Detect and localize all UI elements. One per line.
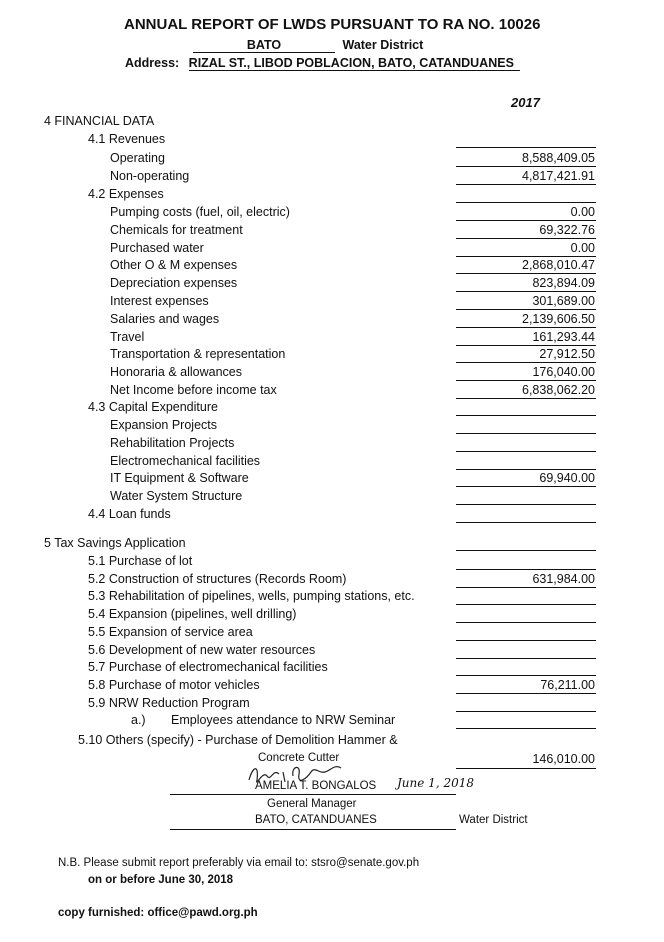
capex-row-label: Water System Structure: [110, 489, 243, 504]
expenses-label: 4.2 Expenses: [88, 187, 164, 201]
expense-row-label: Salaries and wages: [110, 311, 220, 326]
revenue-row-value: 4,817,421.91: [522, 168, 595, 183]
tax-row-line: [456, 658, 596, 659]
capex-row-line: [456, 486, 596, 487]
revenue-row-label: Non-operating: [110, 168, 190, 183]
expense-top-line: [456, 202, 596, 203]
loan-label: 4.4 Loan funds: [88, 507, 171, 521]
expense-row-line: [456, 327, 596, 328]
expense-row-label: Other O & M expenses: [110, 258, 238, 273]
tax-row-value: 76,211.00: [540, 677, 595, 692]
revenue-top-line: [456, 147, 596, 148]
others-value: 146,010.00: [532, 752, 595, 766]
signatory-district-suffix: Water District: [459, 814, 528, 826]
tax-heading-line: [456, 550, 596, 551]
expense-row-line: [456, 345, 596, 346]
tax-row-label: 5.8 Purchase of motor vehicles: [88, 677, 260, 692]
expense-row-value: 2,139,606.50: [522, 311, 595, 326]
capex-row-line: [456, 469, 596, 470]
address-value: RIZAL ST., LIBOD POBLACION, BATO, CATANDUANES: [189, 56, 520, 71]
handwritten-date: June 1, 2018: [397, 776, 474, 790]
capex-row-label: Rehabilitation Projects: [110, 435, 235, 450]
expense-row-value: 0.00: [570, 240, 595, 255]
capex-row-label: Electromechanical facilities: [110, 453, 261, 468]
capex-top-line: [456, 415, 596, 416]
note-line-1: N.B. Please submit report preferably via email to: stsro@senate.gov.ph: [58, 857, 420, 869]
district-name: BATO: [193, 38, 335, 53]
revenues-label: 4.1 Revenues: [88, 132, 166, 146]
tax-row-line: [456, 693, 596, 694]
expense-row-label: Depreciation expenses: [110, 276, 238, 291]
expense-row-label: Honoraria & allowances: [110, 365, 243, 380]
others-continuation: Concrete Cutter: [258, 752, 340, 764]
nrw-sub-marker: a.): [131, 713, 146, 727]
expense-row-line: [456, 309, 596, 310]
loan-value-line: [456, 522, 596, 523]
year-header: 2017: [511, 95, 540, 110]
expense-row-line: [456, 273, 596, 274]
expense-row-value: 0.00: [570, 205, 595, 219]
tax-row-line: [456, 640, 596, 641]
tax-row-label: 5.5 Expansion of service area: [88, 624, 253, 639]
signatory-title: General Manager: [267, 798, 357, 810]
expense-row-value: 823,894.09: [532, 276, 595, 291]
revenue-row-label: Operating: [110, 151, 165, 165]
tax-row-line: [456, 675, 596, 676]
tax-row-label: 5.4 Expansion (pipelines, well drilling): [88, 607, 297, 622]
tax-row-label: 5.6 Development of new water resources: [88, 642, 316, 657]
expense-row-line: [456, 256, 596, 257]
expense-row-label: Transportation & representation: [110, 347, 286, 362]
expense-row-line: [456, 238, 596, 239]
tax-row-line: [456, 587, 596, 588]
capex-row-label: Expansion Projects: [110, 418, 218, 432]
expense-row-label: Purchased water: [110, 240, 204, 255]
expense-row-line: [456, 291, 596, 292]
district-line: [193, 38, 423, 53]
expense-row-label: Travel: [110, 329, 145, 344]
revenue-row-line: [456, 184, 596, 185]
capex-row-line: [456, 433, 596, 434]
district-suffix: Water District: [342, 38, 424, 52]
capex-label: 4.3 Capital Expenditure: [88, 400, 218, 414]
expense-row-value: 161,293.44: [532, 329, 595, 344]
tax-row-value: 631,984.00: [532, 571, 595, 586]
expense-row-line: [456, 220, 596, 221]
expense-row-line: [456, 362, 596, 363]
expense-row-line: [456, 380, 596, 381]
financial-heading: 4 FINANCIAL DATA: [44, 114, 155, 128]
tax-row-label: 5.3 Rehabilitation of pipelines, wells, pumping stations, etc.: [88, 589, 415, 604]
tax-row-label: 5.1 Purchase of lot: [88, 554, 193, 568]
tax-row-label: 5.2 Construction of structures (Records Room): [88, 571, 347, 586]
capex-row-line: [456, 504, 596, 505]
tax-row-line: [456, 711, 596, 712]
tax-row-line: [456, 569, 596, 570]
tax-row-label: 5.9 NRW Reduction Program: [88, 695, 250, 710]
expense-row-value: 6,838,062.20: [522, 383, 595, 397]
expense-row-value: 2,868,010.47: [522, 258, 595, 273]
expense-row-value: 176,040.00: [532, 365, 595, 380]
tax-heading: 5 Tax Savings Application: [44, 536, 186, 550]
capex-row-label: IT Equipment & Software: [110, 471, 249, 486]
copy-furnished: copy furnished: office@pawd.org.ph: [58, 907, 258, 919]
signatory-line: [170, 794, 456, 795]
others-label: 5.10 Others (specify) - Purchase of Demolition Hammer &: [78, 733, 398, 747]
signatory-district-line: [170, 829, 456, 830]
others-line: [456, 768, 596, 769]
tax-row-label: 5.7 Purchase of electromechanical facilities: [88, 660, 328, 675]
expense-row-value: 27,912.50: [539, 347, 595, 362]
signatory-district: BATO, CATANDUANES: [255, 814, 377, 826]
address-label: Address:: [125, 56, 180, 70]
note-line-2: on or before June 30, 2018: [88, 874, 234, 886]
capex-row-value: 69,940.00: [539, 471, 595, 486]
report-title: ANNUAL REPORT OF LWDS PURSUANT TO RA NO. 10026: [124, 16, 541, 33]
tax-row-line: [456, 604, 596, 605]
tax-row-line: [456, 622, 596, 623]
expense-row-line: [456, 398, 596, 399]
nrw-sub-label: Employees attendance to NRW Seminar: [171, 713, 396, 727]
expense-row-label: Net Income before income tax: [110, 383, 277, 397]
expense-row-value: 69,322.76: [539, 222, 595, 237]
expense-row-label: Pumping costs (fuel, oil, electric): [110, 205, 290, 219]
capex-row-line: [456, 451, 596, 452]
nrw-sub-line: [456, 728, 596, 729]
revenue-row-value: 8,588,409.05: [522, 151, 595, 165]
signatory-name: AMELIA T. BONGALOS: [255, 780, 377, 792]
revenue-row-line: [456, 166, 596, 167]
address-line: [125, 56, 520, 70]
expense-row-label: Chemicals for treatment: [110, 222, 243, 237]
expense-row-label: Interest expenses: [110, 294, 209, 308]
expense-row-value: 301,689.00: [532, 294, 595, 308]
